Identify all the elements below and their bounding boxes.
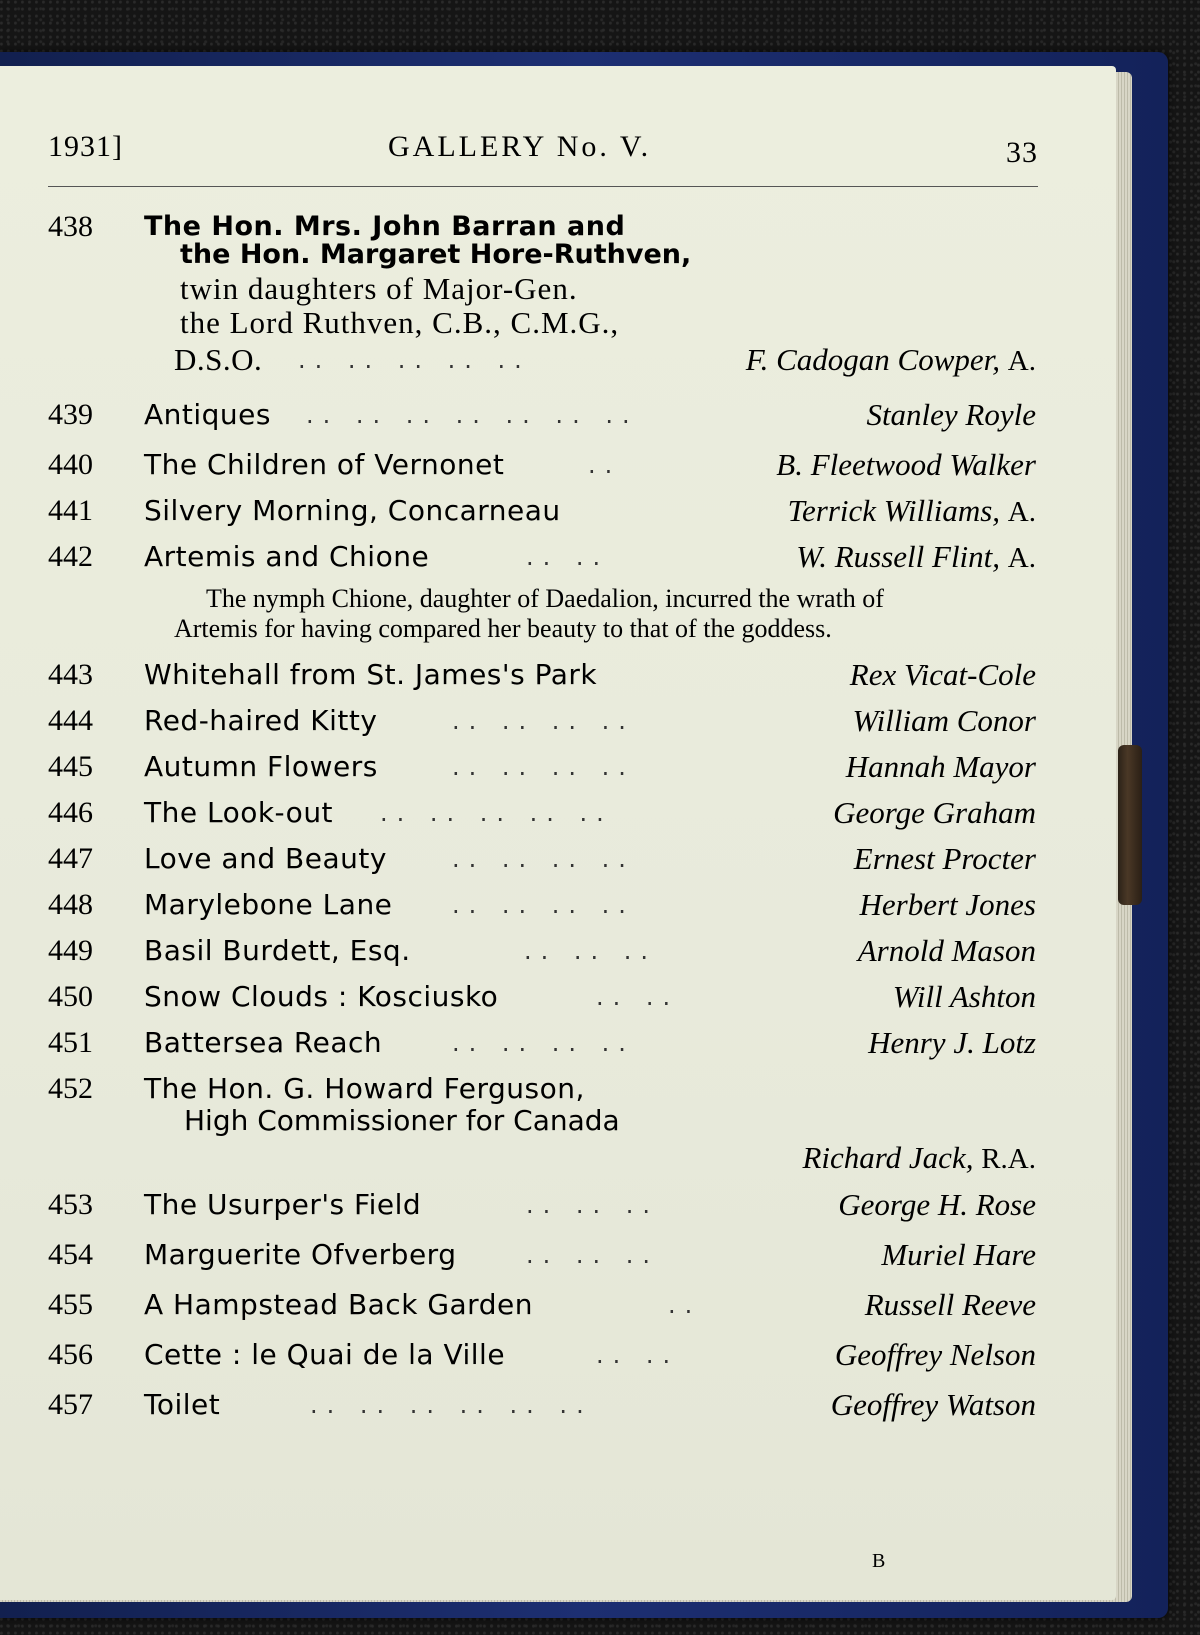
header-year: 1931] [48, 130, 123, 163]
entry-title: Autumn Flowers [144, 750, 378, 783]
entry-title: The Hon. Mrs. John Barran and [144, 211, 626, 242]
leader-dots: .. .. .. .. .. .. .. [306, 401, 639, 429]
entry-subtitle: the Lord Ruthven, C.B., C.M.G., [180, 305, 620, 340]
header-rule [48, 186, 1038, 187]
entry-title: The Usurper's Field [144, 1188, 422, 1221]
entry-list [48, 204, 1038, 1432]
leader-dots: .. .. .. .. [452, 753, 635, 781]
entry-title: Snow Clouds : Kosciusko [144, 980, 499, 1013]
leader-dots: .. .. [596, 1341, 680, 1369]
entry-448 [48, 882, 1038, 928]
entry-443 [48, 652, 1038, 698]
leader-dots: .. .. .. .. [452, 891, 635, 919]
entry-title: Basil Burdett, Esq. [144, 934, 411, 967]
entry-number: 454 [48, 1238, 93, 1271]
entry-number: 445 [48, 750, 93, 783]
leader-dots: .. .. .. [526, 1241, 660, 1269]
leader-dots: .. .. .. .. [452, 707, 635, 735]
entry-442 [48, 534, 1038, 652]
entry-artist: B. Fleetwood Walker [776, 447, 1036, 482]
entry-451 [48, 1020, 1038, 1066]
entry-number: 453 [48, 1188, 93, 1221]
entry-number: 457 [48, 1388, 93, 1421]
entry-title: Silvery Morning, Concarneau [144, 494, 561, 527]
entry-title-cont: High Commissioner for Canada [184, 1104, 620, 1137]
entry-number: 449 [48, 934, 93, 967]
entry-title: Battersea Reach [144, 1026, 383, 1059]
entry-456 [48, 1332, 1038, 1382]
entry-439 [48, 392, 1038, 438]
entry-subtitle: twin daughters of Major-Gen. [180, 271, 578, 306]
entry-artist: W. Russell Flint, A. [796, 539, 1036, 574]
entry-artist: William Conor [852, 703, 1036, 738]
entry-440 [48, 442, 1038, 488]
entry-artist: Rex Vicat-Cole [849, 657, 1036, 692]
entry-note: The nymph Chione, daughter of Daedalion, incurred the wrath of Artemis for having compared her beauty to that of the goddess. [174, 584, 884, 643]
entry-number: 440 [48, 448, 93, 481]
entry-title: The Look-out [144, 796, 334, 829]
entry-title: A Hampstead Back Garden [144, 1288, 533, 1321]
leader-dots: .. [588, 451, 622, 479]
entry-number: 441 [48, 494, 93, 527]
leader-dots: .. .. .. .. .. [298, 346, 531, 374]
entry-artist: Will Ashton [892, 979, 1036, 1014]
entry-artist: George Graham [833, 795, 1036, 830]
entry-title: Marylebone Lane [144, 888, 393, 921]
entry-artist: George H. Rose [838, 1187, 1036, 1222]
entry-450 [48, 974, 1038, 1020]
entry-artist: Stanley Royle [866, 397, 1036, 432]
entry-title: The Hon. G. Howard Ferguson, [144, 1072, 585, 1105]
entry-title: Toilet [144, 1388, 221, 1421]
entry-number: 444 [48, 704, 93, 737]
entry-artist: Ernest Procter [853, 841, 1036, 876]
entry-title: Artemis and Chione [144, 540, 430, 573]
entry-title: Cette : le Quai de la Ville [144, 1338, 506, 1371]
entry-number: 447 [48, 842, 93, 875]
entry-artist: Terrick Williams, A. [787, 493, 1036, 528]
entry-447 [48, 836, 1038, 882]
header-title: GALLERY No. V. [388, 130, 652, 163]
entry-title: The Children of Vernonet [144, 448, 505, 481]
entry-number: 455 [48, 1288, 93, 1321]
leader-dots: .. .. .. [524, 937, 658, 965]
signature-mark: B [872, 1550, 886, 1572]
entry-453 [48, 1182, 1038, 1232]
entry-artist: Muriel Hare [881, 1237, 1036, 1272]
entry-number: 446 [48, 796, 93, 829]
entry-artist: Henry J. Lotz [868, 1025, 1036, 1060]
entry-438 [48, 204, 1038, 380]
entry-subtitle: D.S.O. [174, 342, 263, 377]
page-number: 33 [1006, 136, 1038, 169]
entry-artist: Russell Reeve [864, 1287, 1036, 1322]
entry-artist: Herbert Jones [859, 887, 1036, 922]
entry-number: 439 [48, 398, 93, 431]
entry-title-cont: the Hon. Margaret Hore-Ruthven, [180, 239, 692, 270]
entry-number: 451 [48, 1026, 93, 1059]
leader-dots: .. .. [596, 983, 680, 1011]
entry-455 [48, 1282, 1038, 1332]
entry-number: 448 [48, 888, 93, 921]
entry-number: 450 [48, 980, 93, 1013]
entry-441 [48, 488, 1038, 534]
entry-449 [48, 928, 1038, 974]
entry-number: 452 [48, 1072, 93, 1105]
entry-title: Whitehall from St. James's Park [144, 658, 598, 691]
entry-title: Marguerite Ofverberg [144, 1238, 457, 1271]
leader-dots: .. .. .. .. .. .. [310, 1391, 593, 1419]
page-header [48, 130, 1038, 174]
entry-number: 438 [48, 210, 93, 243]
entry-artist: Geoffrey Nelson [834, 1337, 1036, 1372]
entry-444 [48, 698, 1038, 744]
entry-number: 442 [48, 540, 93, 573]
entry-title: Antiques [144, 398, 271, 431]
entry-title: Love and Beauty [144, 842, 387, 875]
leader-dots: .. .. .. .. [452, 845, 635, 873]
entry-artist: Arnold Mason [857, 933, 1036, 968]
entry-number: 456 [48, 1338, 93, 1371]
entry-artist: Hannah Mayor [845, 749, 1036, 784]
entry-title: Red-haired Kitty [144, 704, 378, 737]
entry-454 [48, 1232, 1038, 1282]
entry-artist: F. Cadogan Cowper, A. [745, 342, 1036, 377]
entry-446 [48, 790, 1038, 836]
leader-dots: .. .. .. [526, 1191, 660, 1219]
leader-dots: .. .. .. .. .. [380, 799, 613, 827]
entry-457 [48, 1382, 1038, 1432]
entry-445 [48, 744, 1038, 790]
entry-artist: Geoffrey Watson [830, 1387, 1036, 1422]
entry-452 [48, 1066, 1038, 1178]
book-clasp [1118, 745, 1142, 905]
leader-dots: .. .. .. .. [452, 1029, 635, 1057]
leader-dots: .. [668, 1291, 702, 1319]
entry-number: 443 [48, 658, 93, 691]
entry-artist: Richard Jack, R.A. [802, 1140, 1036, 1175]
leader-dots: .. .. [526, 543, 610, 571]
